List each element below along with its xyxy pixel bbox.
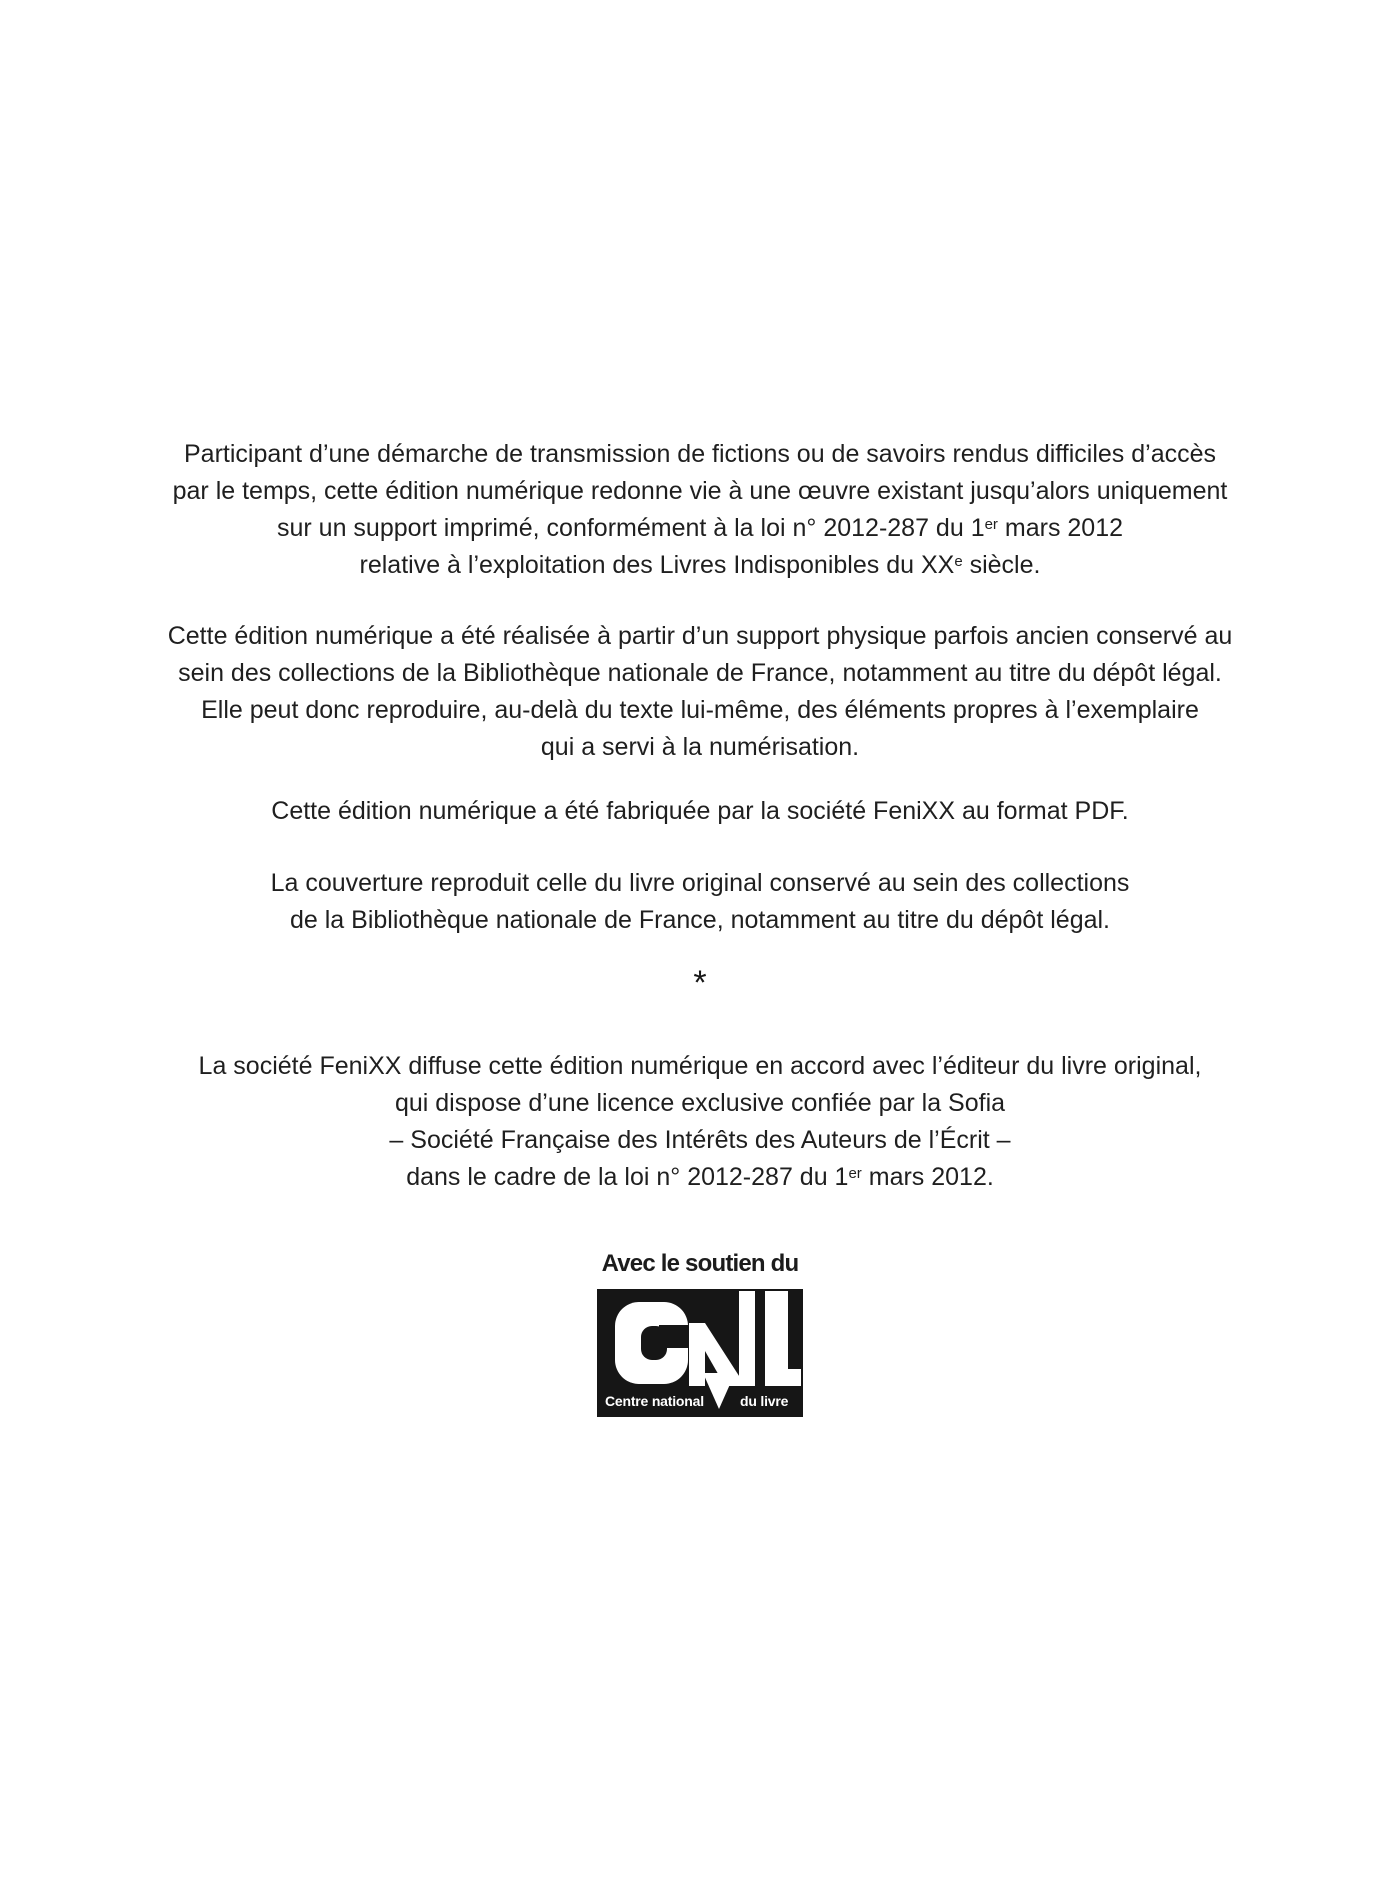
text-line: qui a servi à la numérisation. [540, 733, 860, 761]
text-line: Elle peut donc reproduire, au-delà du texte lui-même, des éléments propres à l’exemplaire [201, 696, 1199, 724]
text-segment: sur un support imprimé, conformément à la loi n° 2012-287 du 1 [277, 514, 985, 542]
colophon-text-block [0, 436, 1400, 1417]
paragraph-transmission [0, 436, 1400, 584]
text-line: – Société Française des Intérêts des Auteurs de l’Écrit – [389, 1126, 1011, 1154]
text-line: qui dispose d’une licence exclusive confiée par la Sofia [394, 1089, 1006, 1117]
cnl-logo [597, 1289, 803, 1417]
cnl-support-text: Avec le soutien du [601, 1250, 799, 1277]
text-line: sein des collections de la Bibliothèque nationale de France, notamment au titre du dépôt légal. [178, 659, 1222, 687]
text-line: La société FeniXX diffuse cette édition numérique en accord avec l’éditeur du livre original, [198, 1052, 1202, 1080]
text-line: La couverture reproduit celle du livre original conservé au sein des collections [270, 869, 1130, 897]
text-line: Participant d’une démarche de transmission de fictions ou de savoirs rendus difficiles d’accès [183, 440, 1217, 468]
paragraph-fenixx-pdf [0, 793, 1400, 830]
text-segment: mars 2012. [861, 1163, 994, 1191]
text-segment: relative à l’exploitation des Livres Indisponibles du XX [359, 551, 955, 579]
text-segment: mars 2012 [997, 514, 1123, 542]
cnl-caption-right: du livre [740, 1393, 789, 1409]
text-segment: siècle. [962, 551, 1041, 579]
text-line [0, 1159, 1400, 1196]
text-line: Cette édition numérique a été fabriquée par la société FeniXX au format PDF. [271, 797, 1129, 825]
asterisk-separator: * [693, 964, 707, 1002]
cnl-acronym-label [700, 1417, 701, 1418]
text-segment: dans le cadre de la loi n° 2012-287 du 1 [406, 1163, 849, 1191]
text-line [0, 547, 1400, 584]
text-line: Cette édition numérique a été réalisée à partir d’un support physique parfois ancien conservé au [167, 622, 1233, 650]
text-line: par le temps, cette édition numérique redonne vie à une œuvre existant jusqu’alors uniquement [172, 477, 1228, 505]
cnl-caption-left: Centre national [605, 1393, 704, 1409]
paragraph-cover [0, 865, 1400, 939]
text-line: de la Bibliothèque nationale de France, notamment au titre du dépôt légal. [290, 906, 1110, 934]
superscript-ordinal: e [954, 553, 963, 570]
superscript-ordinal: er [848, 1165, 862, 1182]
paragraph-diffusion-sofia [0, 1048, 1400, 1196]
superscript-ordinal: er [984, 516, 998, 533]
paragraph-source-bnf [0, 618, 1400, 766]
text-line [0, 510, 1400, 547]
